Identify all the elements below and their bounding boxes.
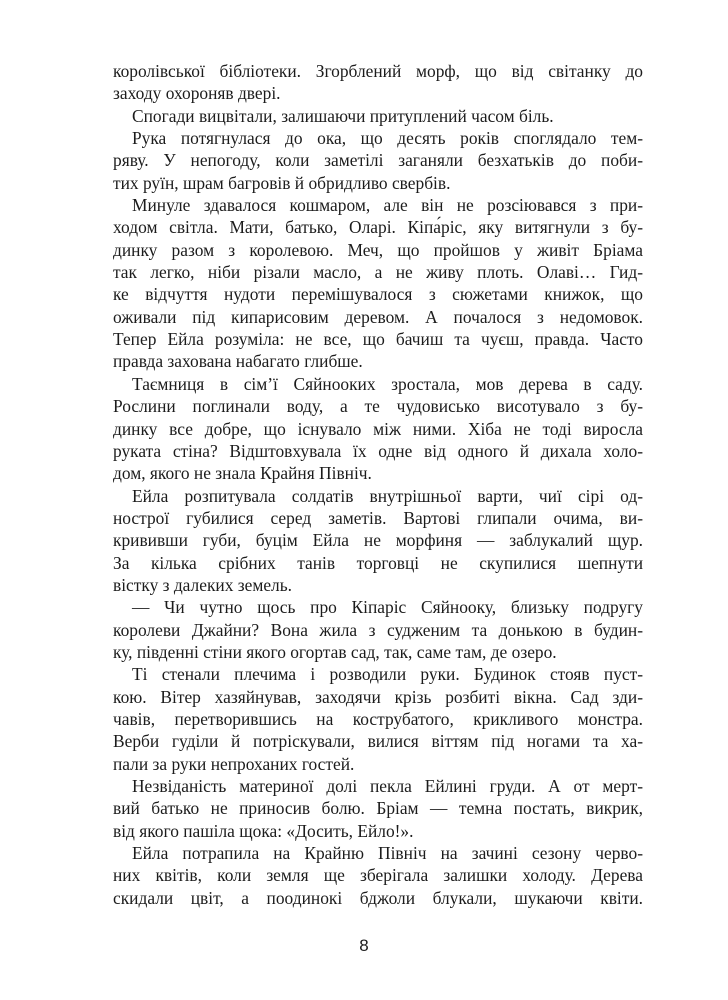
text-line: скидали цвіт, а поодинокі бджоли блукали, шукаючи квіти. <box>113 887 643 908</box>
text-line: них квітів, коли земля ще зберігала залишки холоду. Дерева <box>113 865 643 886</box>
paragraph <box>113 373 643 485</box>
paragraph <box>113 485 643 597</box>
text-line: Минуле здавалося кошмаром, але він не розсіювався з при- <box>132 195 643 216</box>
text-line: ку, південні стіни якого огортав сад, так, саме там, де озеро. <box>113 641 557 662</box>
text-line: тих руїн, шрам багровів й обридливо свербів. <box>113 172 451 193</box>
text-line: За кілька срібних танів торговці не скупилися шепнути <box>113 552 643 573</box>
text-line: Ейла розпитувала солдатів внутрішньої варти, чиї сірі од- <box>132 485 643 506</box>
text-line: від якого пашіла щока: «Досить, Ейло!». <box>113 820 414 841</box>
text-line: Спогади вицвітали, залишаючи притуплений часом біль. <box>132 105 554 126</box>
text-line: так легко, ніби різали масло, а не живу плоть. Олаві… Гид- <box>113 262 643 283</box>
text-line: пали за руки непроханих гостей. <box>113 753 355 774</box>
text-line: Рослини поглинали воду, а те чудовисько висотувало з бу- <box>113 396 643 417</box>
text-line: Ейла потрапила на Крайню Північ на зачині сезону черво- <box>132 843 643 864</box>
paragraph <box>113 105 643 127</box>
text-line: Ті стенали плечима і розводили руки. Будинок стояв пуст- <box>132 664 643 685</box>
text-line: заходу охороняв двері. <box>113 83 281 104</box>
text-line: королеви Джайни? Вона жила з судженим та донькою в будин- <box>113 619 643 640</box>
text-line: вий батько не приносив болю. Бріам — темна постать, викрик, <box>113 798 643 819</box>
text-line: нострої губилися серед заметів. Вартові глипали очима, ви- <box>113 507 643 528</box>
body-text <box>113 60 643 909</box>
text-line: Верби гуділи й потріскували, вилися віттям під ногами та ха- <box>113 731 643 752</box>
text-line: динку разом з королевою. Меч, що пройшов у живіт Бріама <box>113 239 643 260</box>
text-line: — Чи чутно щось про Кіпаріс Сяйнооку, близьку подругу <box>132 597 643 618</box>
text-line: Тепер Ейла розуміла: не все, що бачиш та чуєш, правда. Часто <box>113 329 643 350</box>
text-line: дом, якого не знала Крайня Північ. <box>113 463 372 484</box>
text-line: руката стіна? Відштовхувала їх одне від одного й дихала холо- <box>113 440 643 461</box>
paragraph <box>113 127 643 194</box>
paragraph <box>113 194 643 373</box>
text-line: Рука потягнулася до ока, що десять років споглядало тем- <box>132 128 643 149</box>
paragraph <box>113 596 643 663</box>
text-line: динку все добре, що існувало між ними. Хіба не тоді виросла <box>113 418 643 439</box>
paragraph <box>113 60 643 105</box>
paragraph <box>113 842 643 909</box>
paragraph <box>113 775 643 842</box>
text-line: правда захована набагато глибше. <box>113 351 363 372</box>
text-line: вістку з далеких земель. <box>113 574 293 595</box>
text-line: крививши губи, буцім Ейла не морфиня — заблукалий щур. <box>113 530 643 551</box>
paragraph <box>113 663 643 775</box>
text-line: чавів, перетворившись на кострубатого, крикливого монстра. <box>113 708 643 729</box>
text-line: королівської бібліотеки. Згорблений морф, що від світанку до <box>113 61 643 81</box>
text-line: оживали під кипарисовим деревом. А почалося з недомовок. <box>113 306 643 327</box>
text-line: Таємниця в сім’ї Сяйнооких зростала, мов дерева в саду. <box>132 373 643 394</box>
text-line: ряву. У непогоду, коли заметілі заганяли безхатьків до поби- <box>113 150 643 171</box>
text-line: кою. Вітер хазяйнував, заходячи крізь розбиті вікна. Сад зди- <box>113 686 643 707</box>
text-line: Незвіданість материної долі пекла Ейлині груди. А от мерт- <box>132 776 643 796</box>
text-line: ке відчуття нудоти перемішувалося з сюжетами книжок, що <box>113 284 643 305</box>
page-number: 8 <box>359 936 369 955</box>
text-line: ходом світла. Мати, батько, Оларі. Кіпа́ріс, яку витягнули з бу- <box>113 217 643 238</box>
